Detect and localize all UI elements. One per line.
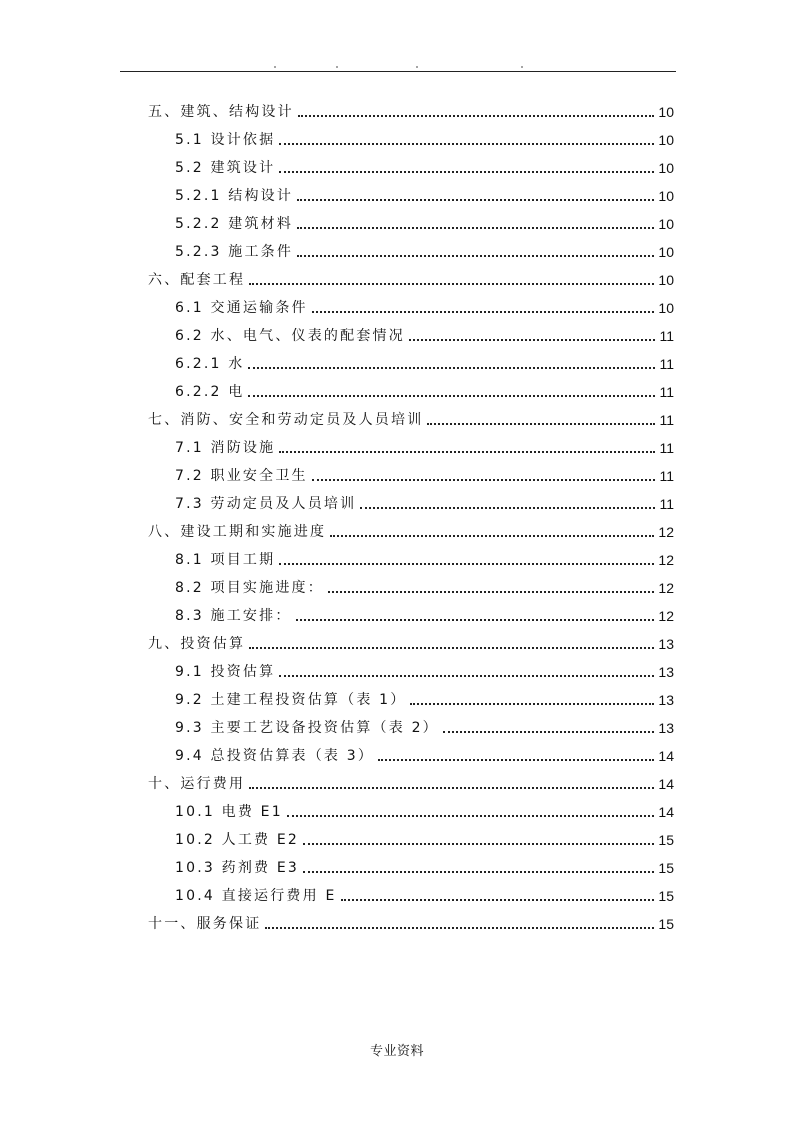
toc-entry[interactable] <box>175 574 674 602</box>
toc-entry-page-number: 14 <box>658 776 674 792</box>
toc-entry-page-number: 14 <box>658 804 674 820</box>
toc-dot-leader <box>279 675 654 677</box>
toc-entry-title: 7.3 劳动定员及人员培训 <box>175 496 357 512</box>
toc-entry-title: 10.3 药剂费 E3 <box>175 860 300 876</box>
toc-dot-leader <box>303 843 654 845</box>
toc-entry[interactable] <box>148 406 674 434</box>
toc-entry[interactable] <box>175 882 674 910</box>
toc-dot-leader <box>297 199 654 201</box>
toc-entry-page-number: 11 <box>659 356 674 372</box>
toc-entry[interactable] <box>148 518 674 546</box>
toc-entry-title: 10.2 人工费 E2 <box>175 832 300 848</box>
toc-dot-leader <box>279 451 655 453</box>
toc-dot-leader <box>303 871 654 873</box>
toc-entry-page-number: 10 <box>658 244 674 260</box>
toc-entry[interactable] <box>175 294 674 322</box>
toc-entry[interactable] <box>175 714 674 742</box>
toc-dot-leader <box>330 535 654 537</box>
toc-entry-title: 8.2 项目实施进度： <box>175 580 324 596</box>
toc-entry-page-number: 10 <box>658 188 674 204</box>
toc-entry-title: 6.1 交通运输条件 <box>175 300 308 316</box>
toc-entry[interactable] <box>175 462 674 490</box>
header-rule <box>120 71 676 72</box>
toc-entry-title: 9.1 投资估算 <box>175 664 276 680</box>
toc-entry-title: 7.2 职业安全卫生 <box>175 468 308 484</box>
toc-dot-leader <box>248 367 655 369</box>
toc-entry-page-number: 12 <box>658 524 674 540</box>
toc-entry-page-number: 14 <box>658 748 674 764</box>
toc-dot-leader <box>443 731 655 733</box>
toc-entry-title: 6.2 水、电气、仪表的配套情况 <box>175 328 405 344</box>
toc-entry-page-number: 12 <box>658 552 674 568</box>
toc-entry[interactable] <box>175 602 674 630</box>
toc-entry-title: 6.2.1 水 <box>175 356 245 372</box>
toc-entry-page-number: 13 <box>658 664 674 680</box>
toc-entry-page-number: 13 <box>658 636 674 652</box>
toc-dot-leader <box>360 507 655 509</box>
toc-entry-page-number: 15 <box>658 832 674 848</box>
toc-entry-title: 9.2 土建工程投资估算（表 1） <box>175 692 407 708</box>
toc-entry-title: 8.1 项目工期 <box>175 552 276 568</box>
toc-dot-leader <box>296 619 655 621</box>
toc-entry-title: 5.1 设计依据 <box>175 132 276 148</box>
toc-entry-page-number: 13 <box>658 720 674 736</box>
toc-dot-leader <box>249 787 654 789</box>
toc-entry-page-number: 11 <box>659 384 674 400</box>
toc-entry-title: 六、配套工程 <box>148 272 246 288</box>
toc-entry-title: 8.3 施工安排： <box>175 608 292 624</box>
toc-dot-leader <box>249 647 654 649</box>
toc-dot-leader <box>279 563 654 565</box>
header-dots <box>0 60 794 70</box>
toc-entry[interactable] <box>148 630 674 658</box>
toc-entry-page-number: 11 <box>659 412 674 428</box>
toc-dot-leader <box>287 815 655 817</box>
toc-dot-leader <box>298 115 655 117</box>
toc-dot-leader <box>312 311 655 313</box>
toc-entry[interactable] <box>175 210 674 238</box>
toc-dot-leader <box>279 171 654 173</box>
toc-entry-title: 9.4 总投资估算表（表 3） <box>175 748 375 764</box>
toc-entry[interactable] <box>148 98 674 126</box>
toc-dot-leader <box>279 143 654 145</box>
toc-entry-page-number: 15 <box>658 888 674 904</box>
toc-dot-leader <box>265 927 654 929</box>
toc-entry-title: 7.1 消防设施 <box>175 440 276 456</box>
toc-entry[interactable] <box>175 238 674 266</box>
toc-entry-page-number: 13 <box>658 692 674 708</box>
toc-entry-page-number: 10 <box>658 272 674 288</box>
toc-entry[interactable] <box>175 546 674 574</box>
toc-entry[interactable] <box>175 434 674 462</box>
toc-entry[interactable] <box>175 686 674 714</box>
toc-entry-title: 5.2 建筑设计 <box>175 160 276 176</box>
toc-entry[interactable] <box>148 266 674 294</box>
toc-entry-page-number: 10 <box>658 132 674 148</box>
toc-dot-leader <box>328 591 655 593</box>
toc-entry-title: 5.2.2 建筑材料 <box>175 216 294 232</box>
toc-dot-leader <box>378 759 654 761</box>
toc-entry-title: 9.3 主要工艺设备投资估算（表 2） <box>175 720 439 736</box>
toc-entry[interactable] <box>175 322 674 350</box>
toc-entry-title: 10.4 直接运行费用 E <box>175 888 337 904</box>
toc-dot-leader <box>248 395 655 397</box>
toc-entry-page-number: 12 <box>658 608 674 624</box>
toc-dot-leader <box>341 899 655 901</box>
toc-entry[interactable] <box>175 182 674 210</box>
toc-entry-page-number: 15 <box>658 860 674 876</box>
toc-entry-title: 5.2.3 施工条件 <box>175 244 294 260</box>
toc-entry-page-number: 12 <box>658 580 674 596</box>
toc-entry-title: 十一、服务保证 <box>148 916 262 932</box>
toc-entry[interactable] <box>175 154 674 182</box>
toc-entry-page-number: 15 <box>658 916 674 932</box>
toc-entry-page-number: 10 <box>658 160 674 176</box>
footer-text: 专业资料 <box>369 1044 424 1059</box>
toc-entry-page-number: 11 <box>659 328 674 344</box>
toc-entry[interactable] <box>175 350 674 378</box>
toc-entry-page-number: 10 <box>658 300 674 316</box>
toc-entry[interactable] <box>175 742 674 770</box>
toc-entry[interactable] <box>175 126 674 154</box>
toc-entry[interactable] <box>148 770 674 798</box>
toc-entry[interactable] <box>175 658 674 686</box>
toc-dot-leader <box>312 479 656 481</box>
toc-entry[interactable] <box>175 854 674 882</box>
toc-dot-leader <box>409 339 656 341</box>
toc-entry-page-number: 10 <box>658 216 674 232</box>
toc-entry[interactable] <box>148 910 674 938</box>
toc-entry-title: 七、消防、安全和劳动定员及人员培训 <box>148 412 424 428</box>
toc-entry-title: 八、建设工期和实施进度 <box>148 524 327 540</box>
toc-entry-title: 五、建筑、结构设计 <box>148 104 294 120</box>
toc-entry-title: 九、投资估算 <box>148 636 246 652</box>
toc-dot-leader <box>410 703 654 705</box>
toc-entry[interactable] <box>175 378 674 406</box>
toc-dot-leader <box>427 423 655 425</box>
toc-entry[interactable] <box>175 826 674 854</box>
toc-dot-leader <box>297 227 654 229</box>
toc-entry-title: 6.2.2 电 <box>175 384 245 400</box>
toc-entry[interactable] <box>175 798 674 826</box>
toc-entry-page-number: 11 <box>659 440 674 456</box>
toc-dot-leader <box>297 255 654 257</box>
toc-entry[interactable] <box>175 490 674 518</box>
toc-entry-title: 5.2.1 结构设计 <box>175 188 294 204</box>
toc-entry-title: 10.1 电费 E1 <box>175 804 283 820</box>
toc-entry-page-number: 11 <box>659 496 674 512</box>
toc-entry-title: 十、运行费用 <box>148 776 246 792</box>
toc-entry-page-number: 10 <box>658 104 674 120</box>
toc-dot-leader <box>249 283 654 285</box>
toc-entry-page-number: 11 <box>659 468 674 484</box>
